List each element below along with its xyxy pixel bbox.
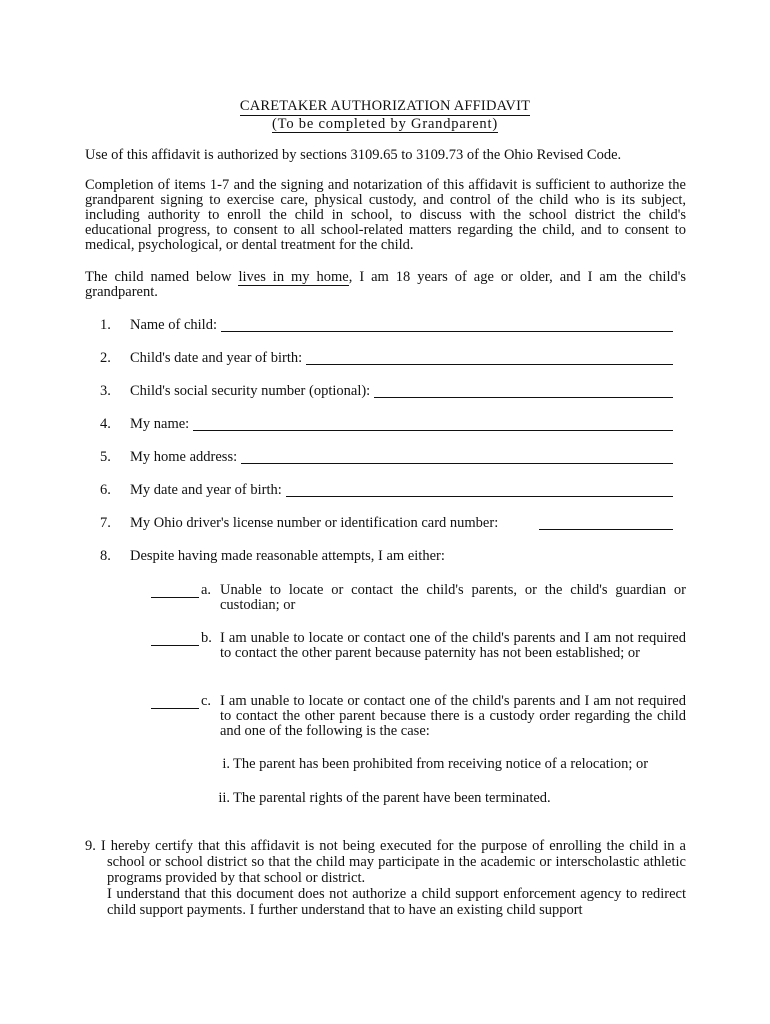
item-label: My name:	[130, 416, 190, 432]
document-title: CARETAKER AUTHORIZATION AFFIDAVIT	[239, 98, 531, 114]
option-b	[151, 631, 686, 661]
option-c	[151, 694, 686, 739]
item-my-birth-date	[100, 482, 673, 499]
subtitle-text: (To be completed by Grandparent)	[272, 116, 498, 132]
authorization-paragraph: Use of this affidavit is authorized by sections 3109.65 to 3109.73 of the Ohio Revised Code.	[85, 147, 622, 163]
option-letter: c.	[201, 693, 212, 709]
child-statement-paragraph	[85, 270, 686, 300]
item-number: 4.	[100, 416, 111, 432]
item-label: Name of child:	[130, 317, 217, 333]
item-number: 1.	[100, 317, 111, 333]
option-letter: b.	[201, 630, 212, 646]
item-label: My date and year of birth:	[130, 482, 282, 498]
sub-option-numeral: ii.	[218, 790, 230, 806]
sub-option-text: The parent has been prohibited from receiving notice of a relocation; or	[233, 756, 649, 772]
item-number: 8.	[100, 548, 111, 564]
item-child-birth-date	[100, 350, 673, 367]
lives-in-my-home-text: lives in my home	[238, 269, 349, 285]
sub-option-ii	[200, 790, 551, 807]
item-9-certification	[85, 838, 686, 918]
item-reasonable-attempts	[100, 548, 673, 565]
document-subtitle	[0, 116, 770, 133]
item-label: Child's date and year of birth:	[130, 350, 303, 366]
my-birth-date-field[interactable]	[286, 483, 673, 497]
option-c-initial-field[interactable]	[151, 694, 199, 709]
sub-option-numeral: i.	[222, 756, 230, 772]
item-home-address	[100, 449, 673, 466]
completion-paragraph: Completion of items 1-7 and the signing and notarization of this affidavit is sufficient to authorize the grandparent signing to exercise care, physical custody, and control of the child who is its subject, including authority to enroll the child in school, to discuss with the school district the child's educational progress, to consent to all school-related matters regarding the child, and to consent to medical, psychological, or dental treatment for the child.	[85, 177, 686, 253]
my-name-field[interactable]	[193, 417, 673, 431]
item-name-of-child	[100, 317, 673, 334]
sub-option-i	[200, 756, 648, 773]
item-number: 6.	[100, 482, 111, 498]
option-text: I am unable to locate or contact one of the child's parents and I am not required to contact the other parent because there is a custody order regarding the child and one of the following is the case:	[220, 693, 686, 739]
option-text: Unable to locate or contact the child's parents, or the child's guardian or custodian; or	[220, 582, 686, 613]
item-license-number	[100, 515, 673, 532]
option-text: I am unable to locate or contact one of the child's parents and I am not required to contact the other parent because paternity has not been established; or	[220, 630, 686, 661]
child-support-paragraph: I understand that this document does not authorize a child support enforcement agency to redirect child support payments. I further understand that to have an existing child support	[107, 886, 686, 918]
item-number: 7.	[100, 515, 111, 531]
item-label: My Ohio driver's license number or identification card number:	[130, 515, 499, 531]
item-child-ssn	[100, 383, 673, 400]
child-statement-end: , I am 18 years of age or older, and I am the child's grandparent.	[85, 269, 686, 300]
title-block	[0, 97, 770, 133]
item-number: 3.	[100, 383, 111, 399]
child-ssn-field[interactable]	[374, 384, 673, 398]
home-address-field[interactable]	[241, 450, 673, 464]
option-a-initial-field[interactable]	[151, 583, 199, 598]
child-birth-date-field[interactable]	[306, 351, 673, 365]
item-number: 2.	[100, 350, 111, 366]
option-letter: a.	[201, 582, 212, 598]
item-label: Despite having made reasonable attempts, I am either:	[130, 548, 445, 564]
sub-option-text: The parental rights of the parent have been terminated.	[233, 790, 551, 806]
item-my-name	[100, 416, 673, 433]
certification-paragraph: 9. I hereby certify that this affidavit is not being executed for the purpose of enrolling the child in a school or school district so that the child may participate in the academic or interscholastic athletic programs provided by that school or district.	[85, 838, 686, 886]
item-number: 5.	[100, 449, 111, 465]
item-label: My home address:	[130, 449, 238, 465]
child-name-field[interactable]	[221, 318, 673, 332]
child-statement-start: The child named below	[85, 269, 239, 285]
item-label: Child's social security number (optional):	[130, 383, 371, 399]
license-number-field[interactable]	[539, 516, 673, 530]
option-b-initial-field[interactable]	[151, 631, 199, 646]
option-a	[151, 583, 686, 613]
